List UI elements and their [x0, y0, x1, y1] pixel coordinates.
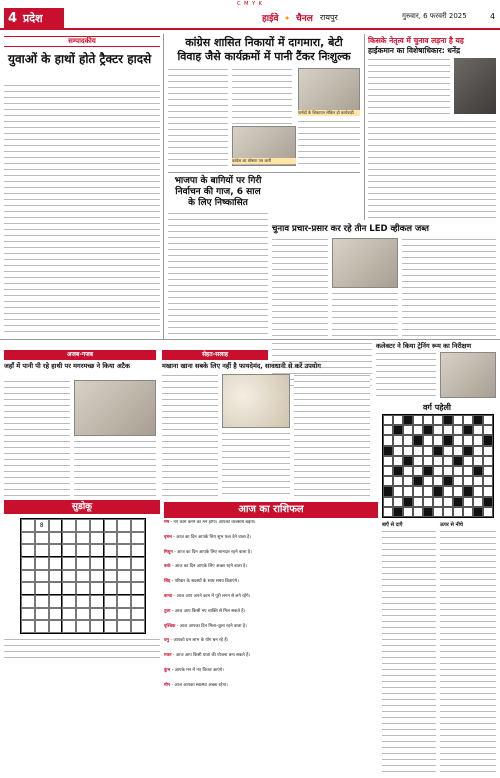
sudoku-cell — [62, 532, 76, 545]
vehicle-headline: चुनाव प्रचार-प्रसार कर रहे तीन LED व्हीकल जब्त — [272, 224, 430, 234]
sudoku-cell — [35, 532, 49, 545]
sudoku-cell — [90, 544, 104, 557]
date-line: गुरुवार, 6 फरवरी 2025 — [402, 12, 467, 20]
rashi-text: - आज का दिन आपके लिए शुभ फल देने वाला है। — [171, 534, 252, 540]
sudoku-cell — [76, 570, 90, 583]
rashi-item — [164, 594, 378, 599]
sudoku-cell — [35, 570, 49, 583]
sudoku-cell — [104, 557, 118, 570]
rashi-name: कुंभ — [164, 667, 171, 673]
sudoku-cell — [76, 519, 90, 532]
ajab-label: अजब-गजब — [4, 350, 156, 360]
sudoku-cell — [62, 608, 76, 621]
vehicle-body-col2 — [332, 292, 398, 336]
lead-caption-2: पार्षदों के शिकायत लेकिन हो कार्यवाही — [298, 110, 360, 116]
page-number-right: 4 — [490, 12, 496, 21]
rashi-name: धनु — [164, 638, 170, 644]
sudoku-cell — [21, 595, 35, 608]
health-label: सेहत-सलाह — [162, 350, 268, 360]
sudoku-cell — [117, 544, 131, 557]
sudoku-cell — [76, 582, 90, 595]
sudoku-cell — [104, 544, 118, 557]
city-name: रायपुर — [320, 13, 338, 22]
rashi-item — [164, 550, 378, 555]
across-title: बाएँ से दाएँ — [382, 522, 403, 528]
sudoku-cell — [62, 570, 76, 583]
sudoku-cell — [21, 532, 35, 545]
sudoku-cell — [131, 595, 145, 608]
sudoku-cell — [90, 582, 104, 595]
right-headline-1: किसके नेतृत्व में चुनाव लड़ना है यह — [368, 36, 464, 45]
sudoku-cell — [21, 620, 35, 633]
rashi-item — [164, 683, 378, 688]
sudoku-cell — [90, 570, 104, 583]
sudoku-cell — [76, 595, 90, 608]
rashi-text: - आज आपका स्वास्थ्य अच्छा रहेगा। — [170, 682, 228, 688]
lead-headline-2: विवाह जैसे कार्यक्रमों में पानी टैंकर निःशुल्क — [177, 50, 351, 63]
section-rule-2 — [0, 339, 500, 340]
sudoku-cell — [35, 544, 49, 557]
rashi-name: वृषभ — [164, 534, 172, 540]
rashi-item — [164, 520, 378, 525]
sudoku-cell — [35, 582, 49, 595]
lead-photo-2 — [298, 68, 360, 116]
sudoku-cell — [104, 595, 118, 608]
health-body-col1 — [162, 374, 218, 496]
sudoku-cell — [49, 544, 63, 557]
sudoku-cell — [49, 570, 63, 583]
lead-body-col3 — [298, 120, 360, 168]
sudoku-cell — [90, 532, 104, 545]
bjp-headline-3: के लिए निष्कासित — [188, 198, 248, 208]
sudoku-cell — [131, 620, 145, 633]
rashi-name: तुला — [164, 608, 171, 614]
collector-body — [376, 352, 436, 398]
sudoku-cell — [49, 595, 63, 608]
section-name: प्रदेश — [23, 11, 43, 25]
sudoku-cell — [21, 544, 35, 557]
sudoku-cell — [76, 620, 90, 633]
rashi-text: - आपके मन में नए विचार आएंगे। — [170, 667, 224, 673]
rashi-text: - आज आप अपने काम में पूरी लगन से लगे रहेंगे। — [172, 593, 251, 599]
sudoku-cell — [49, 532, 63, 545]
sudoku-cell — [62, 557, 76, 570]
rashi-text: - आज का दिन आपके लिए अच्छा रहने वाला है। — [170, 564, 247, 570]
across-clues — [382, 530, 436, 772]
sudoku-cell — [49, 608, 63, 621]
vehicle-body-col3 — [402, 238, 496, 336]
rashi-text: - आज आप किसी नए व्यक्ति से मिल सकते हैं। — [170, 608, 246, 614]
editorial-label-bar — [4, 36, 160, 48]
sudoku-cell — [35, 608, 49, 621]
sudoku-cell — [76, 608, 90, 621]
sudoku-cell — [21, 557, 35, 570]
sudoku-cell — [49, 519, 63, 532]
rashi-name: मेष — [164, 520, 170, 525]
rashi-text: - आज आप किसी यात्रा की योजना बना सकते हैं। — [171, 653, 250, 659]
sudoku-cell — [117, 557, 131, 570]
bjp-body — [168, 212, 268, 336]
sudoku-cell — [76, 544, 90, 557]
ajab-headline: जहाँ में पानी पी रहे हाथी पर मगरमच्छ ने किया अटैक — [4, 362, 130, 370]
page-header — [0, 8, 500, 30]
sudoku-cell — [62, 519, 76, 532]
sudoku-cell — [131, 519, 145, 532]
sudoku-cell: 8 — [35, 519, 49, 532]
sudoku-cell — [131, 608, 145, 621]
sudoku-cell — [35, 557, 49, 570]
sudoku-cell — [90, 519, 104, 532]
leader-photo — [454, 58, 496, 114]
vehicle-photo — [332, 238, 398, 288]
rashi-text: - परिवार के सदस्यों के साथ समय बिताएंगे। — [170, 579, 239, 585]
rashi-item — [164, 564, 378, 569]
right-body-top — [368, 58, 450, 118]
sudoku-cell — [62, 620, 76, 633]
bjp-headline-1: भाजपा के बागियों पर गिरी — [174, 176, 262, 186]
sudoku-cell — [35, 595, 49, 608]
rashi-item — [164, 624, 378, 629]
sudoku-cell — [117, 608, 131, 621]
right-headline-2: हाईकमान का विशेषाधिकार: धनेंद्र — [368, 46, 461, 55]
cmyk-marker: C M Y K — [237, 1, 263, 7]
sudoku-cell — [90, 557, 104, 570]
sudoku-cell — [131, 582, 145, 595]
rashi-item — [164, 653, 378, 658]
ajab-body — [4, 380, 70, 496]
rashi-text: - नए काम करने का मन होगा। आपको व्यवसाय बढ़ेगा। — [169, 520, 256, 525]
rashi-text: - आज का दिन आपके लिए शानदार रहने वाला है। — [172, 549, 252, 555]
sudoku-cell — [117, 620, 131, 633]
rashi-name: वृश्चिक — [164, 623, 176, 629]
sudoku-cell — [131, 557, 145, 570]
lead-headline-1: कांग्रेस शासित निकायों में दागमारा, बेटी — [185, 36, 343, 49]
sudoku-title: सुडोकू — [4, 500, 160, 514]
health-body-col2 — [222, 432, 290, 496]
lead-body-col2 — [232, 68, 292, 124]
sudoku-cell — [76, 557, 90, 570]
rashi-text: - आज आपका दिन मिला-जुला रहने वाला है। — [175, 623, 247, 629]
rashi-item — [164, 579, 378, 584]
sudoku-cell — [117, 570, 131, 583]
sudoku-cell — [131, 544, 145, 557]
column-rule — [163, 34, 164, 339]
sudoku-cell — [21, 582, 35, 595]
section-badge — [4, 8, 64, 28]
sudoku-instructions — [4, 638, 160, 660]
sudoku-cell — [104, 608, 118, 621]
rashifal-list — [164, 520, 378, 772]
sudoku-cell — [104, 620, 118, 633]
sudoku-cell — [76, 532, 90, 545]
sudoku-cell — [117, 595, 131, 608]
sudoku-cell — [49, 582, 63, 595]
makhana-photo — [222, 374, 290, 428]
rashi-item — [164, 535, 378, 540]
down-title: ऊपर से नीचे — [440, 522, 463, 528]
sudoku-cell — [117, 582, 131, 595]
sudoku-cell — [104, 570, 118, 583]
rashi-item — [164, 609, 378, 614]
editorial-headline: युवाओं के हाथों होते ट्रैक्टर हादसे — [8, 52, 152, 66]
right-body — [368, 120, 496, 218]
rashi-name: मकर — [164, 653, 172, 659]
crossword-title: वर्ग पहेली — [422, 403, 452, 412]
crossword-grid — [382, 414, 494, 518]
ajab-body-2 — [74, 440, 156, 496]
sudoku-cell — [104, 532, 118, 545]
sudoku-cell — [62, 544, 76, 557]
section-rule — [168, 172, 360, 173]
sudoku-cell — [117, 532, 131, 545]
sudoku-cell — [21, 519, 35, 532]
editorial-label: सम्पादकीय — [4, 36, 160, 47]
sudoku-cell — [104, 519, 118, 532]
sudoku-cell — [21, 570, 35, 583]
sudoku-cell — [35, 620, 49, 633]
sudoku-grid — [20, 518, 146, 634]
rashi-name: कर्क — [164, 564, 171, 570]
lead-body-col1 — [168, 68, 228, 168]
health-body-col3 — [294, 374, 370, 496]
rashi-text: - आपको धन लाभ के योग बन रहे हैं। — [169, 638, 229, 644]
rashi-name: कन्या — [164, 593, 173, 599]
sudoku-cell — [62, 595, 76, 608]
collector-photo — [440, 352, 496, 398]
sudoku-cell — [131, 570, 145, 583]
sudoku-cell — [49, 557, 63, 570]
sudoku-cell — [104, 582, 118, 595]
sudoku-cell — [131, 532, 145, 545]
health-headline: मखाना खाना सबके लिए नहीं है फायदेमंद, सावधानी से करें उपयोग — [162, 362, 321, 370]
sudoku-cell — [21, 608, 35, 621]
editorial-body — [4, 84, 160, 336]
column-rule-right — [364, 34, 365, 220]
sudoku-cell — [90, 608, 104, 621]
sudoku-cell — [90, 620, 104, 633]
page-number: 4 — [8, 10, 18, 26]
down-clues — [440, 530, 496, 772]
rashi-name: मीन — [164, 682, 171, 688]
rashi-name: मिथुन — [164, 549, 173, 555]
sudoku-cell — [62, 582, 76, 595]
collector-headline: कलेक्टर ने किया ट्रेनिंग रूम का निरीक्षण — [376, 342, 472, 350]
elephant-photo — [74, 380, 156, 436]
bjp-headline-2: निर्वाचन की गाज, 6 साल — [175, 187, 261, 197]
rashifal-title: आज का राशिफल — [164, 502, 378, 518]
masthead: हाईवे 🔸 चैनल — [262, 14, 313, 24]
rashi-name: सिंह — [164, 579, 171, 585]
rashi-item — [164, 638, 378, 643]
vehicle-body-col1 — [272, 238, 328, 336]
lead-caption: कांग्रेस का घोषणा पत्र जारी — [232, 158, 296, 164]
sudoku-cell — [90, 595, 104, 608]
rashi-item — [164, 668, 378, 673]
sudoku-cell — [49, 620, 63, 633]
sudoku-cell — [117, 519, 131, 532]
